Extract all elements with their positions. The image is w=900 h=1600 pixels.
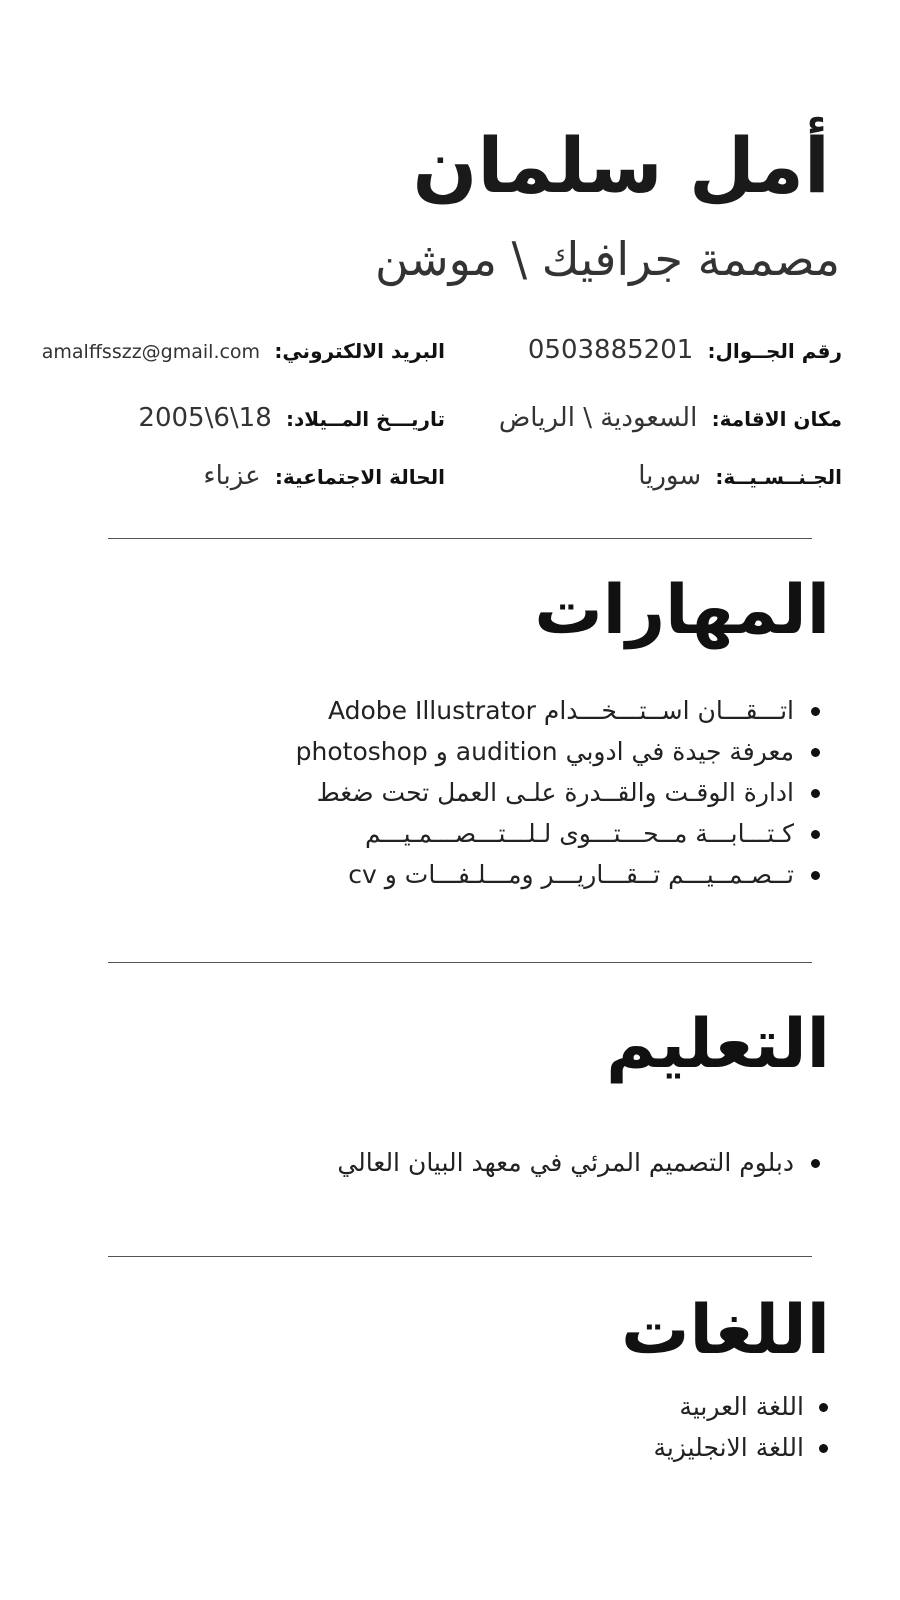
skill-text: كـتـــابـــة مــحـــتـــوى لـلـــتـــصـــمـيـــم <box>364 819 794 848</box>
residence-label: مكان الاقامة: <box>711 407 842 431</box>
birthdate-label: تاريـــخ المــيلاد: <box>286 407 445 431</box>
marital-status-label: الحالة الاجتماعية: <box>274 465 445 489</box>
email-value: amalffsszz@gmail.com <box>41 341 261 363</box>
skills-heading: المهارات <box>534 571 830 650</box>
language-text: اللغة الانجليزية <box>653 1433 804 1462</box>
skill-text: اتـــقـــان اســتـــخـــدام Adobe Illustrator <box>327 696 794 725</box>
skill-text: معرفة جيدة في ادوبي audition و photoshop <box>295 737 794 766</box>
skills-list <box>140 690 840 895</box>
residence-field <box>499 398 842 439</box>
email-label: البريد الالكتروني: <box>274 339 445 363</box>
residence-value: السعودية \ الرياض <box>498 403 698 433</box>
bullet-icon <box>811 789 820 798</box>
bullet-icon <box>811 830 820 839</box>
phone-value: 0503885201 <box>527 335 694 365</box>
education-heading: التعليم <box>606 1005 830 1084</box>
languages-heading: اللغات <box>621 1291 830 1370</box>
skill-item <box>140 731 840 772</box>
divider-after-skills <box>108 962 812 963</box>
language-item <box>140 1427 840 1468</box>
divider-after-education <box>108 1256 812 1257</box>
marital-status-field <box>203 456 445 497</box>
skill-item <box>140 813 840 854</box>
phone-label: رقم الجــوال: <box>707 339 842 363</box>
skill-item <box>140 854 840 895</box>
job-title: مصممة جرافيك \ موشن <box>375 232 840 286</box>
skill-item <box>140 772 840 813</box>
bullet-icon <box>819 1403 828 1412</box>
nationality-label: الجـنــسـيــة: <box>715 465 842 489</box>
phone-field <box>528 330 842 371</box>
bullet-icon <box>819 1444 828 1453</box>
birthdate-field <box>138 398 445 439</box>
marital-status-value: عزباء <box>203 461 261 491</box>
nationality-field <box>638 456 842 497</box>
birthdate-value: 18\6\2005 <box>138 403 272 433</box>
education-text: دبلوم التصميم المرئي في معهد البيان العالي <box>337 1148 794 1177</box>
languages-list <box>140 1386 840 1468</box>
language-text: اللغة العربية <box>679 1392 804 1421</box>
bullet-icon <box>811 1159 820 1168</box>
person-name: أمل سلمان <box>412 121 830 210</box>
email-field <box>42 330 445 372</box>
nationality-value: سوريا <box>638 461 702 491</box>
bullet-icon <box>811 707 820 716</box>
education-item <box>140 1142 840 1183</box>
language-item <box>140 1386 840 1427</box>
education-list <box>140 1142 840 1183</box>
divider-after-contact <box>108 538 812 539</box>
skill-item <box>140 690 840 731</box>
skill-text: ادارة الوقـت والقــدرة علـى العمل تحت ضغط <box>316 778 794 807</box>
bullet-icon <box>811 871 820 880</box>
skill-text: تــصـمــيـــم تــقـــاريـــر ومـــلـفـــات و cv <box>348 860 794 889</box>
bullet-icon <box>811 748 820 757</box>
